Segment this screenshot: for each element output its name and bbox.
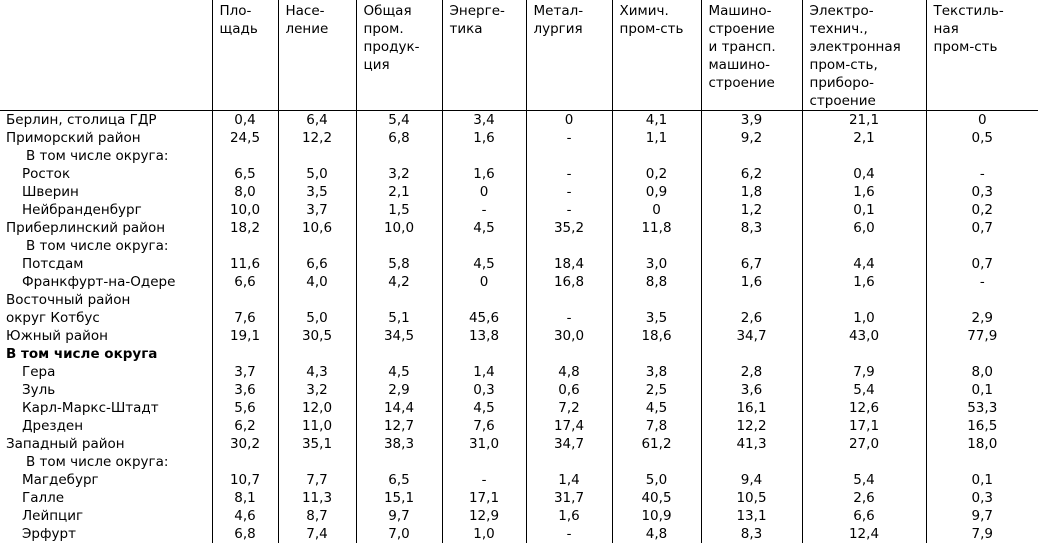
row-label: Южный район [0, 327, 212, 345]
table-cell: 5,4 [802, 381, 926, 399]
table-cell: 3,5 [278, 183, 356, 201]
table-cell: 17,1 [442, 489, 526, 507]
table-row [0, 417, 1038, 435]
table-cell: 0,2 [612, 165, 701, 183]
header-cell: Электро- технич., электронная пром-сть, приборо- строение [802, 0, 926, 111]
table-cell: 4,5 [442, 399, 526, 417]
table-cell: 2,8 [701, 363, 802, 381]
table-cell: 0,1 [802, 201, 926, 219]
table-body [0, 111, 1038, 543]
table-cell: 16,8 [526, 273, 612, 291]
row-label: округ Котбус [0, 309, 212, 327]
row-label: Эрфурт [0, 525, 212, 543]
table-cell [442, 291, 526, 309]
table-cell [926, 345, 1038, 363]
table-row [0, 489, 1038, 507]
header-cell-region [0, 0, 212, 111]
table-cell: 35,1 [278, 435, 356, 453]
row-label: Галле [0, 489, 212, 507]
table-cell [526, 291, 612, 309]
table-cell: 12,6 [802, 399, 926, 417]
table-cell: 7,0 [356, 525, 442, 543]
table-cell: 1,6 [442, 129, 526, 147]
table-cell: 3,2 [278, 381, 356, 399]
table-cell: 31,7 [526, 489, 612, 507]
table-row [0, 471, 1038, 489]
table-cell: 1,6 [442, 165, 526, 183]
table-cell: 1,8 [701, 183, 802, 201]
header-cell: Текстиль- ная пром-сть [926, 0, 1038, 111]
table-cell: 12,7 [356, 417, 442, 435]
row-label: Лейпциг [0, 507, 212, 525]
header-cell: Общая пром. продук- ция [356, 0, 442, 111]
table-cell: 4,5 [442, 255, 526, 273]
table-cell [526, 345, 612, 363]
table-cell: 21,1 [802, 111, 926, 130]
table-cell [802, 291, 926, 309]
table-cell [442, 453, 526, 471]
table-cell: 1,4 [526, 471, 612, 489]
table-cell: 8,8 [612, 273, 701, 291]
table-cell: 16,5 [926, 417, 1038, 435]
table-cell: 2,9 [356, 381, 442, 399]
table-cell [701, 237, 802, 255]
table-cell [701, 147, 802, 165]
table-cell: 30,0 [526, 327, 612, 345]
table-cell: 19,1 [212, 327, 278, 345]
table-cell: - [526, 129, 612, 147]
table-cell [526, 237, 612, 255]
table-cell: 4,0 [278, 273, 356, 291]
table-cell: 77,9 [926, 327, 1038, 345]
table-cell: 4,4 [802, 255, 926, 273]
row-label: Берлин, столица ГДР [0, 111, 212, 130]
table-cell: 6,7 [701, 255, 802, 273]
row-label: Росток [0, 165, 212, 183]
table-cell [612, 345, 701, 363]
table-row [0, 111, 1038, 130]
table-cell: 2,1 [356, 183, 442, 201]
table-cell [212, 345, 278, 363]
table-cell: 34,5 [356, 327, 442, 345]
table-cell [612, 237, 701, 255]
table-cell [802, 345, 926, 363]
table-cell: 7,4 [278, 525, 356, 543]
table-cell: 0,4 [212, 111, 278, 130]
table-cell: 31,0 [442, 435, 526, 453]
table-cell: 6,2 [701, 165, 802, 183]
table-cell [442, 237, 526, 255]
row-label: Нейбранденбург [0, 201, 212, 219]
table-cell: 0,2 [926, 201, 1038, 219]
row-label: Дрезден [0, 417, 212, 435]
table-cell: 4,8 [526, 363, 612, 381]
table-cell: 2,5 [612, 381, 701, 399]
table-cell: 3,7 [212, 363, 278, 381]
table-cell: 1,0 [442, 525, 526, 543]
table-cell: 18,6 [612, 327, 701, 345]
table-cell: 0 [526, 111, 612, 130]
table-row [0, 525, 1038, 543]
table-row [0, 129, 1038, 147]
table-cell: 8,3 [701, 219, 802, 237]
table-cell: 0,1 [926, 471, 1038, 489]
table-cell [802, 147, 926, 165]
table-cell: 13,8 [442, 327, 526, 345]
table-cell [926, 147, 1038, 165]
table-row [0, 309, 1038, 327]
table-row [0, 291, 1038, 309]
table-cell: 10,6 [278, 219, 356, 237]
table-cell: 0 [442, 183, 526, 201]
table-cell: - [926, 273, 1038, 291]
header-row [0, 0, 1038, 111]
table-cell: 3,6 [701, 381, 802, 399]
table-cell: 4,6 [212, 507, 278, 525]
table-cell: 1,4 [442, 363, 526, 381]
table-cell: 5,0 [278, 309, 356, 327]
row-label: Гера [0, 363, 212, 381]
table-cell: 0,3 [442, 381, 526, 399]
table-cell: 0,6 [526, 381, 612, 399]
table-cell: 2,9 [926, 309, 1038, 327]
table-cell: 6,5 [212, 165, 278, 183]
table-cell [212, 291, 278, 309]
table-cell: 3,8 [612, 363, 701, 381]
table-cell: 5,4 [802, 471, 926, 489]
table-cell [802, 453, 926, 471]
table-row [0, 507, 1038, 525]
table-cell: 6,6 [212, 273, 278, 291]
table-cell [278, 345, 356, 363]
table-cell: 8,1 [212, 489, 278, 507]
table-row [0, 255, 1038, 273]
table-cell: 6,2 [212, 417, 278, 435]
table-cell: 5,4 [356, 111, 442, 130]
table-cell [278, 147, 356, 165]
table-cell: 0 [612, 201, 701, 219]
header-cell: Пло- щадь [212, 0, 278, 111]
row-label: В том числе округа: [0, 147, 212, 165]
table-cell: 34,7 [526, 435, 612, 453]
row-label: Потсдам [0, 255, 212, 273]
table-cell [701, 453, 802, 471]
table-cell: 2,6 [802, 489, 926, 507]
table-cell: - [526, 309, 612, 327]
table-cell [612, 453, 701, 471]
table-cell: 30,5 [278, 327, 356, 345]
table-cell: 4,2 [356, 273, 442, 291]
table-cell [212, 453, 278, 471]
table-cell: 1,6 [526, 507, 612, 525]
table-cell: 0 [926, 111, 1038, 130]
table-cell: 53,3 [926, 399, 1038, 417]
table-cell: 0 [442, 273, 526, 291]
table-cell: 4,5 [612, 399, 701, 417]
table-cell: 30,2 [212, 435, 278, 453]
row-label: В том числе округа: [0, 237, 212, 255]
table-cell: 8,0 [212, 183, 278, 201]
table-cell: 10,5 [701, 489, 802, 507]
table-cell: 3,5 [612, 309, 701, 327]
table-cell [612, 147, 701, 165]
table-cell: 6,8 [356, 129, 442, 147]
table-cell: 7,6 [442, 417, 526, 435]
header-cell: Метал- лургия [526, 0, 612, 111]
table-cell: 7,2 [526, 399, 612, 417]
table-cell: 0,9 [612, 183, 701, 201]
table-cell: 27,0 [802, 435, 926, 453]
row-label: В том числе округа [0, 345, 212, 363]
table-cell: 8,0 [926, 363, 1038, 381]
table-cell: 1,1 [612, 129, 701, 147]
table-cell: 9,7 [356, 507, 442, 525]
table-cell: - [526, 201, 612, 219]
table-row [0, 237, 1038, 255]
table-cell: 40,5 [612, 489, 701, 507]
row-label: Франкфурт-на-Одере [0, 273, 212, 291]
table-cell [356, 345, 442, 363]
table-row [0, 453, 1038, 471]
table-cell: 24,5 [212, 129, 278, 147]
table-cell: 4,3 [278, 363, 356, 381]
table-row [0, 273, 1038, 291]
table-cell [612, 291, 701, 309]
table-cell: 35,2 [526, 219, 612, 237]
table-cell [356, 237, 442, 255]
table-cell: 1,6 [802, 183, 926, 201]
table-row [0, 165, 1038, 183]
table-cell: 1,5 [356, 201, 442, 219]
table-cell: 11,0 [278, 417, 356, 435]
table-row [0, 435, 1038, 453]
table-cell: 10,7 [212, 471, 278, 489]
row-label: Зуль [0, 381, 212, 399]
table-cell [442, 345, 526, 363]
table-cell: 6,4 [278, 111, 356, 130]
table-cell: - [926, 165, 1038, 183]
table-cell: 7,6 [212, 309, 278, 327]
table-row [0, 219, 1038, 237]
table-row [0, 363, 1038, 381]
header-cell: Машино- строение и трансп. машино- строение [701, 0, 802, 111]
table-cell: 6,5 [356, 471, 442, 489]
table-cell [701, 345, 802, 363]
table-cell: - [442, 471, 526, 489]
table-row [0, 183, 1038, 201]
table-cell: 7,8 [612, 417, 701, 435]
table-cell [356, 147, 442, 165]
table-cell: 18,2 [212, 219, 278, 237]
table-cell: 4,8 [612, 525, 701, 543]
table-row [0, 327, 1038, 345]
table-cell: 0,7 [926, 255, 1038, 273]
table-cell: 12,4 [802, 525, 926, 543]
table-cell [926, 291, 1038, 309]
table-cell [802, 237, 926, 255]
table-cell: 7,9 [802, 363, 926, 381]
table-cell: 4,5 [442, 219, 526, 237]
table-cell: 14,4 [356, 399, 442, 417]
table-row [0, 345, 1038, 363]
table-cell: 0,3 [926, 489, 1038, 507]
table-row [0, 381, 1038, 399]
table-cell: 8,3 [701, 525, 802, 543]
table-cell: 5,6 [212, 399, 278, 417]
table-cell: 16,1 [701, 399, 802, 417]
table-cell: 9,4 [701, 471, 802, 489]
table-cell: 17,1 [802, 417, 926, 435]
table-cell: 41,3 [701, 435, 802, 453]
table-cell [926, 237, 1038, 255]
table-cell: 0,1 [926, 381, 1038, 399]
table-cell: 1,6 [701, 273, 802, 291]
table-cell: 1,0 [802, 309, 926, 327]
table-cell: 3,0 [612, 255, 701, 273]
table-cell [278, 237, 356, 255]
table-cell [278, 291, 356, 309]
table-cell: 45,6 [442, 309, 526, 327]
row-label: Приберлинский район [0, 219, 212, 237]
table-cell: 18,0 [926, 435, 1038, 453]
table-cell: 12,0 [278, 399, 356, 417]
table-cell: - [526, 525, 612, 543]
table-cell: 8,7 [278, 507, 356, 525]
table-cell: 10,0 [356, 219, 442, 237]
table-cell: 6,6 [278, 255, 356, 273]
table-cell: 11,3 [278, 489, 356, 507]
row-label: Магдебург [0, 471, 212, 489]
table-cell: 12,9 [442, 507, 526, 525]
row-label: Западный район [0, 435, 212, 453]
table-cell: 61,2 [612, 435, 701, 453]
table-cell [701, 291, 802, 309]
table-cell: 9,7 [926, 507, 1038, 525]
table-row [0, 399, 1038, 417]
table-cell: 10,9 [612, 507, 701, 525]
table-cell: - [526, 183, 612, 201]
table-cell: 3,7 [278, 201, 356, 219]
table-cell: 4,5 [356, 363, 442, 381]
table-cell [442, 147, 526, 165]
row-label: Приморский район [0, 129, 212, 147]
table-cell [526, 453, 612, 471]
table-cell: 2,1 [802, 129, 926, 147]
table-cell [526, 147, 612, 165]
table-cell: 6,8 [212, 525, 278, 543]
header-cell: Энерге- тика [442, 0, 526, 111]
table-cell: 9,2 [701, 129, 802, 147]
table-cell: 7,7 [278, 471, 356, 489]
table-cell: 13,1 [701, 507, 802, 525]
table-cell: - [442, 201, 526, 219]
table-cell: 0,5 [926, 129, 1038, 147]
table-cell: 1,2 [701, 201, 802, 219]
table-cell: 43,0 [802, 327, 926, 345]
table-cell: 1,6 [802, 273, 926, 291]
table-cell [356, 453, 442, 471]
table-row [0, 147, 1038, 165]
table-cell [356, 291, 442, 309]
table-cell: 18,4 [526, 255, 612, 273]
row-label: Восточный район [0, 291, 212, 309]
row-label: Шверин [0, 183, 212, 201]
table-cell: 2,6 [701, 309, 802, 327]
table-cell: 12,2 [701, 417, 802, 435]
table-cell: 17,4 [526, 417, 612, 435]
header-cell: Насе- ление [278, 0, 356, 111]
row-label: Карл-Маркс-Штадт [0, 399, 212, 417]
table-cell: 12,2 [278, 129, 356, 147]
table-cell [278, 453, 356, 471]
table-cell: 0,3 [926, 183, 1038, 201]
table-cell: 6,0 [802, 219, 926, 237]
table-cell: 5,1 [356, 309, 442, 327]
table-cell: 15,1 [356, 489, 442, 507]
table-cell: 5,0 [612, 471, 701, 489]
table-cell: 4,1 [612, 111, 701, 130]
table-row [0, 201, 1038, 219]
table-cell: 3,9 [701, 111, 802, 130]
table-cell: 3,6 [212, 381, 278, 399]
table-cell: 6,6 [802, 507, 926, 525]
table-cell: 5,0 [278, 165, 356, 183]
table-cell [212, 237, 278, 255]
table-cell: 0,4 [802, 165, 926, 183]
table-cell: 11,6 [212, 255, 278, 273]
table-cell: 11,8 [612, 219, 701, 237]
table-cell: 3,4 [442, 111, 526, 130]
table-cell: 7,9 [926, 525, 1038, 543]
table-cell: 10,0 [212, 201, 278, 219]
table-cell: 0,7 [926, 219, 1038, 237]
header-cell: Химич. пром-сть [612, 0, 701, 111]
table-cell [926, 453, 1038, 471]
table-cell: 38,3 [356, 435, 442, 453]
table-cell: - [526, 165, 612, 183]
table-cell: 34,7 [701, 327, 802, 345]
table-cell: 3,2 [356, 165, 442, 183]
table-cell [212, 147, 278, 165]
row-label: В том числе округа: [0, 453, 212, 471]
table-cell: 5,8 [356, 255, 442, 273]
